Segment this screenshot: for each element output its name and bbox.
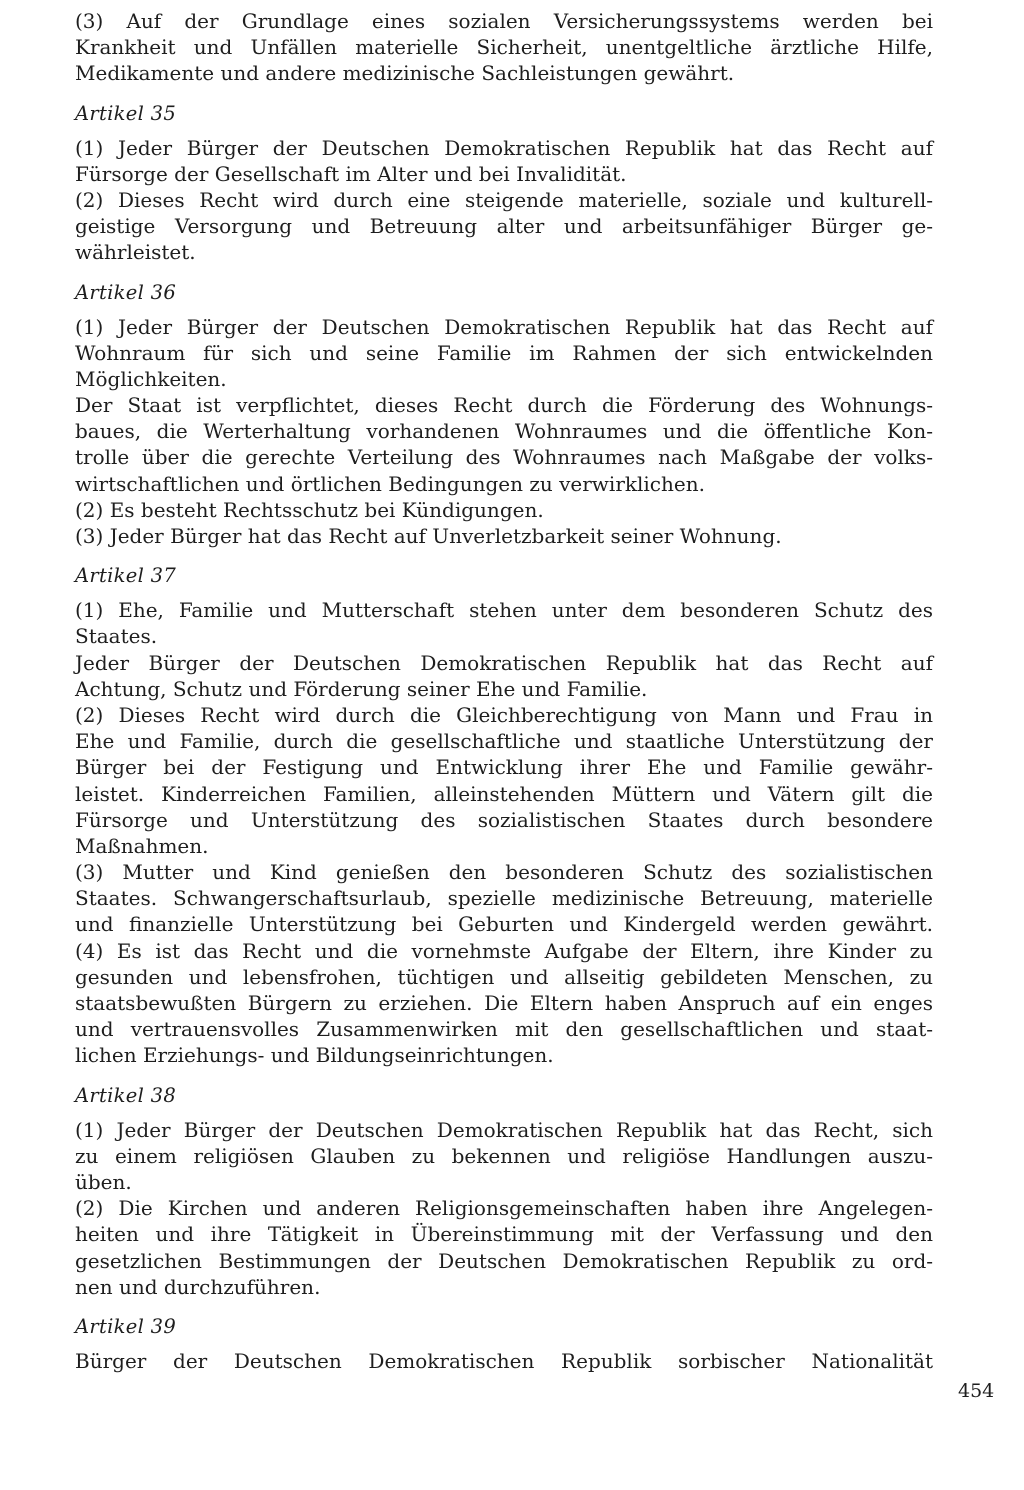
article-39 [75, 1314, 933, 1374]
article-heading: Artikel 35 [75, 101, 177, 125]
article-38 [75, 1083, 933, 1300]
text-line: nen und durchzuführen. [75, 1274, 321, 1299]
text-line: Maßnahmen. [75, 833, 209, 858]
text-line: (1) Ehe, Familie und Mutterschaft stehen unter dem besonderen Schutz des [75, 598, 933, 623]
text-line: gesunden und lebensfrohen, tüchtigen und allseitig gebildeten Menschen, zu [75, 964, 933, 989]
article-heading: Artikel 39 [75, 1314, 177, 1338]
text-line: Medikamente und andere medizinische Sachleistungen gewährt. [75, 61, 735, 86]
article-heading: Artikel 38 [75, 1083, 177, 1107]
text-line: (2) Dieses Recht wird durch eine steigende materielle, soziale und kulturell- [75, 187, 933, 212]
text-line: (2) Dieses Recht wird durch die Gleichberechtigung von Mann und Frau in [75, 702, 933, 727]
text-line: (1) Jeder Bürger der Deutschen Demokratischen Republik hat das Recht auf [75, 314, 933, 339]
text-line: heiten und ihre Tätigkeit in Übereinstimmung mit der Verfassung und den [75, 1222, 933, 1247]
text-line: (4) Es ist das Recht und die vornehmste Aufgabe der Eltern, ihre Kinder zu [75, 938, 933, 963]
text-line: Fürsorge und Unterstützung des sozialistischen Staates durch besondere [75, 807, 933, 832]
page-number: 454 [958, 1380, 995, 1402]
text-line: wirtschaftlichen und örtlichen Bedingungen zu verwirklichen. [75, 471, 705, 496]
article-heading: Artikel 36 [75, 280, 177, 304]
article-36 [75, 280, 933, 550]
text-line: Möglichkeiten. [75, 366, 227, 391]
text-line: staatsbewußten Bürgern zu erziehen. Die Eltern haben Anspruch auf ein enges [75, 991, 933, 1015]
text-line: Wohnraum für sich und seine Familie im Rahmen der sich entwickelnden [75, 340, 933, 365]
text-line: üben. [75, 1169, 132, 1194]
text-line: baues, die Werterhaltung vorhandenen Wohnraumes und die öffentliche Kon- [75, 419, 933, 444]
text-line: und finanzielle Unterstützung bei Geburten und Kindergeld werden gewährt. [75, 912, 933, 937]
text-line: Bürger bei der Festigung und Entwicklung ihrer Ehe und Familie gewähr- [75, 755, 933, 780]
text-line: Staates. Schwangerschaftsurlaub, spezielle medizinische Betreuung, materielle [75, 886, 933, 911]
text-line: (1) Jeder Bürger der Deutschen Demokratischen Republik hat das Recht auf [75, 135, 933, 160]
text-line: Fürsorge der Gesellschaft im Alter und bei Invalidität. [75, 161, 627, 186]
text-line: (1) Jeder Bürger der Deutschen Demokratischen Republik hat das Recht, sich [75, 1117, 933, 1142]
text-line: (2) Es besteht Rechtsschutz bei Kündigungen. [75, 497, 544, 522]
text-line: Der Staat ist verpflichtet, dieses Recht durch die Förderung des Wohnungs- [75, 393, 933, 418]
text-line: geistige Versorgung und Betreuung alter und arbeitsunfähiger Bürger ge- [75, 214, 933, 239]
text-line: gesetzlichen Bestimmungen der Deutschen Demokratischen Republik zu ord- [75, 1248, 933, 1273]
text-line: Achtung, Schutz und Förderung seiner Ehe und Familie. [75, 676, 648, 701]
text-line: Staates. [75, 624, 158, 649]
text-line: (3) Jeder Bürger hat das Recht auf Unverletzbarkeit seiner Wohnung. [75, 524, 782, 548]
text-line: lichen Erziehungs- und Bildungseinrichtungen. [75, 1043, 554, 1068]
article-35 [75, 101, 933, 266]
text-line: währleistet. [75, 240, 196, 265]
article-heading: Artikel 37 [75, 564, 177, 588]
text-line: Ehe und Familie, durch die gesellschaftliche und staatliche Unterstützung der [75, 729, 933, 754]
text-line: leistet. Kinderreichen Familien, alleinstehenden Müttern und Vätern gilt die [75, 781, 933, 806]
text-line: (2) Die Kirchen und anderen Religionsgemeinschaften haben ihre Angelegen- [75, 1196, 933, 1221]
text-line: trolle über die gerechte Verteilung des Wohnraumes nach Maßgabe der volks- [75, 445, 933, 470]
text-line: (3) Auf der Grundlage eines sozialen Versicherungssystems werden bei [75, 9, 933, 33]
section-intro [75, 8, 933, 87]
document-page [75, 8, 933, 1374]
article-37 [75, 563, 933, 1068]
text-line: zu einem religiösen Glauben zu bekennen und religiöse Handlungen auszu- [75, 1143, 933, 1168]
text-line: Jeder Bürger der Deutschen Demokratischen Republik hat das Recht auf [75, 650, 933, 675]
text-line: Krankheit und Unfällen materielle Sicherheit, unentgeltliche ärztliche Hilfe, [75, 35, 933, 60]
text-line: und vertrauensvolles Zusammenwirken mit den gesellschaftlichen und staat- [75, 1017, 933, 1042]
text-line: Bürger der Deutschen Demokratischen Republik sorbischer Nationalität [75, 1348, 933, 1373]
text-line: (3) Mutter und Kind genießen den besonderen Schutz des sozialistischen [75, 860, 933, 885]
